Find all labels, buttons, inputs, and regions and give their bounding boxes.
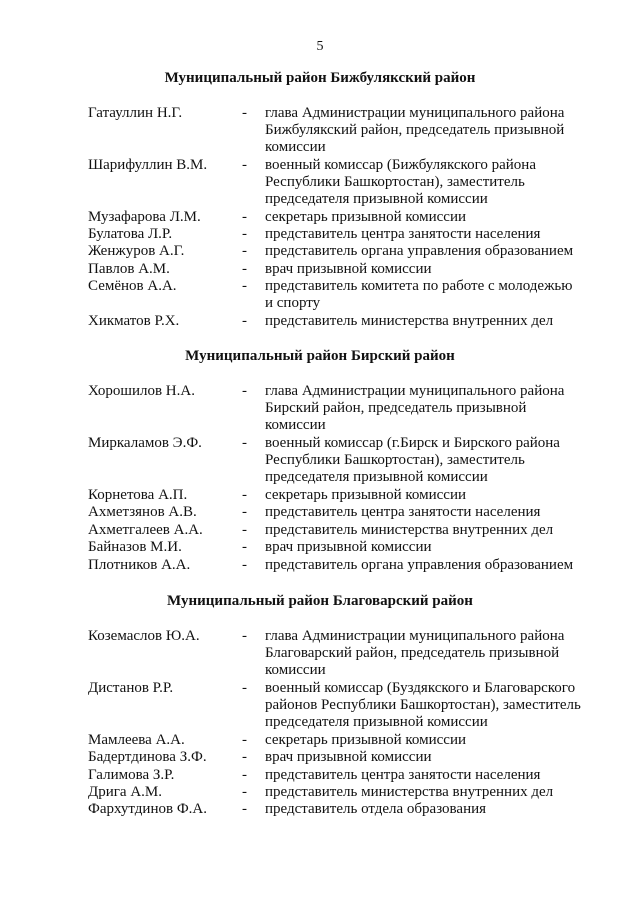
- member-role: военный комиссар (г.Бирск и Бирского района Республики Башкортостан), заместитель председателя призывной комиссии: [265, 435, 560, 485]
- member-role: представитель министерства внутренних дел: [265, 784, 554, 800]
- member-name: Музафарова Л.М.: [88, 209, 201, 225]
- dash: -: [242, 732, 247, 748]
- member-role: представитель министерства внутренних дел: [265, 313, 554, 329]
- member-role: военный комиссар (Буздякского и Благоварского районов Республики Башкортостан), заместитель председателя призывной комиссии: [265, 680, 581, 730]
- section-title: Муниципальный район Бижбулякский район: [164, 70, 476, 86]
- member-role: глава Администрации муниципального района Бирский район, председатель призывной комиссии: [265, 383, 565, 433]
- member-name: Булатова Л.Р.: [88, 226, 173, 242]
- member-role: представитель комитета по работе с молодежью и спорту: [265, 278, 573, 311]
- member-name: Галимова З.Р.: [88, 767, 175, 783]
- dash: -: [242, 435, 247, 451]
- dash: -: [242, 278, 247, 294]
- member-role: представитель центра занятости населения: [265, 767, 541, 783]
- dash: -: [242, 487, 247, 503]
- member-name: Дрига А.М.: [88, 784, 162, 800]
- dash: -: [242, 557, 247, 573]
- member-name: Семёнов А.А.: [88, 278, 177, 294]
- dash: -: [242, 105, 247, 121]
- member-name: Миркаламов Э.Ф.: [88, 435, 202, 451]
- dash: -: [242, 522, 247, 538]
- dash: -: [242, 226, 247, 242]
- member-name: Корнетова А.П.: [88, 487, 188, 503]
- member-name: Гатауллин Н.Г.: [88, 105, 183, 121]
- member-role: военный комиссар (Бижбулякского района Республики Башкортостан), заместитель председателя призывной комиссии: [265, 157, 536, 207]
- member-role: представитель министерства внутренних дел: [265, 522, 554, 538]
- dash: -: [242, 628, 247, 644]
- dash: -: [242, 261, 247, 277]
- section-title: Муниципальный район Благоварский район: [167, 593, 473, 609]
- member-name: Хорошилов Н.А.: [88, 383, 195, 399]
- dash: -: [242, 767, 247, 783]
- member-name: Фархутдинов Ф.А.: [88, 801, 207, 817]
- dash: -: [242, 243, 247, 259]
- member-role: представитель органа управления образованием: [265, 243, 574, 259]
- dash: -: [242, 801, 247, 817]
- member-role: представитель органа управления образованием: [265, 557, 574, 573]
- member-role: представитель центра занятости населения: [265, 504, 541, 520]
- member-name: Байназов М.И.: [88, 539, 182, 555]
- member-name: Ахметгалеев А.А.: [88, 522, 203, 538]
- member-role: глава Администрации муниципального района Бижбулякский район, председатель призывной комиссии: [265, 105, 565, 155]
- dash: -: [242, 539, 247, 555]
- dash: -: [242, 313, 247, 329]
- dash: -: [242, 383, 247, 399]
- member-name: Коземаслов Ю.А.: [88, 628, 200, 644]
- member-role: глава Администрации муниципального района Благоварский район, председатель призывной комиссии: [265, 628, 565, 678]
- member-name: Плотников А.А.: [88, 557, 191, 573]
- dash: -: [242, 749, 247, 765]
- member-role: секретарь призывной комиссии: [265, 209, 467, 225]
- member-name: Мамлеева А.А.: [88, 732, 185, 748]
- member-name: Дистанов Р.Р.: [88, 680, 174, 696]
- member-role: представитель отдела образования: [265, 801, 487, 817]
- dash: -: [242, 209, 247, 225]
- dash: -: [242, 504, 247, 520]
- member-name: Ахметзянов А.В.: [88, 504, 197, 520]
- dash: -: [242, 784, 247, 800]
- member-role: врач призывной комиссии: [265, 749, 432, 765]
- member-role: секретарь призывной комиссии: [265, 487, 467, 503]
- page-number: 5: [316, 39, 324, 54]
- member-name: Бадертдинова З.Ф.: [88, 749, 207, 765]
- member-role: секретарь призывной комиссии: [265, 732, 467, 748]
- member-name: Хикматов Р.Х.: [88, 313, 180, 329]
- dash: -: [242, 157, 247, 173]
- member-role: представитель центра занятости населения: [265, 226, 541, 242]
- member-name: Павлов А.М.: [88, 261, 170, 277]
- dash: -: [242, 680, 247, 696]
- member-role: врач призывной комиссии: [265, 261, 432, 277]
- member-name: Женжуров А.Г.: [88, 243, 185, 259]
- member-name: Шарифуллин В.М.: [88, 157, 208, 173]
- member-role: врач призывной комиссии: [265, 539, 432, 555]
- section-title: Муниципальный район Бирский район: [185, 348, 455, 364]
